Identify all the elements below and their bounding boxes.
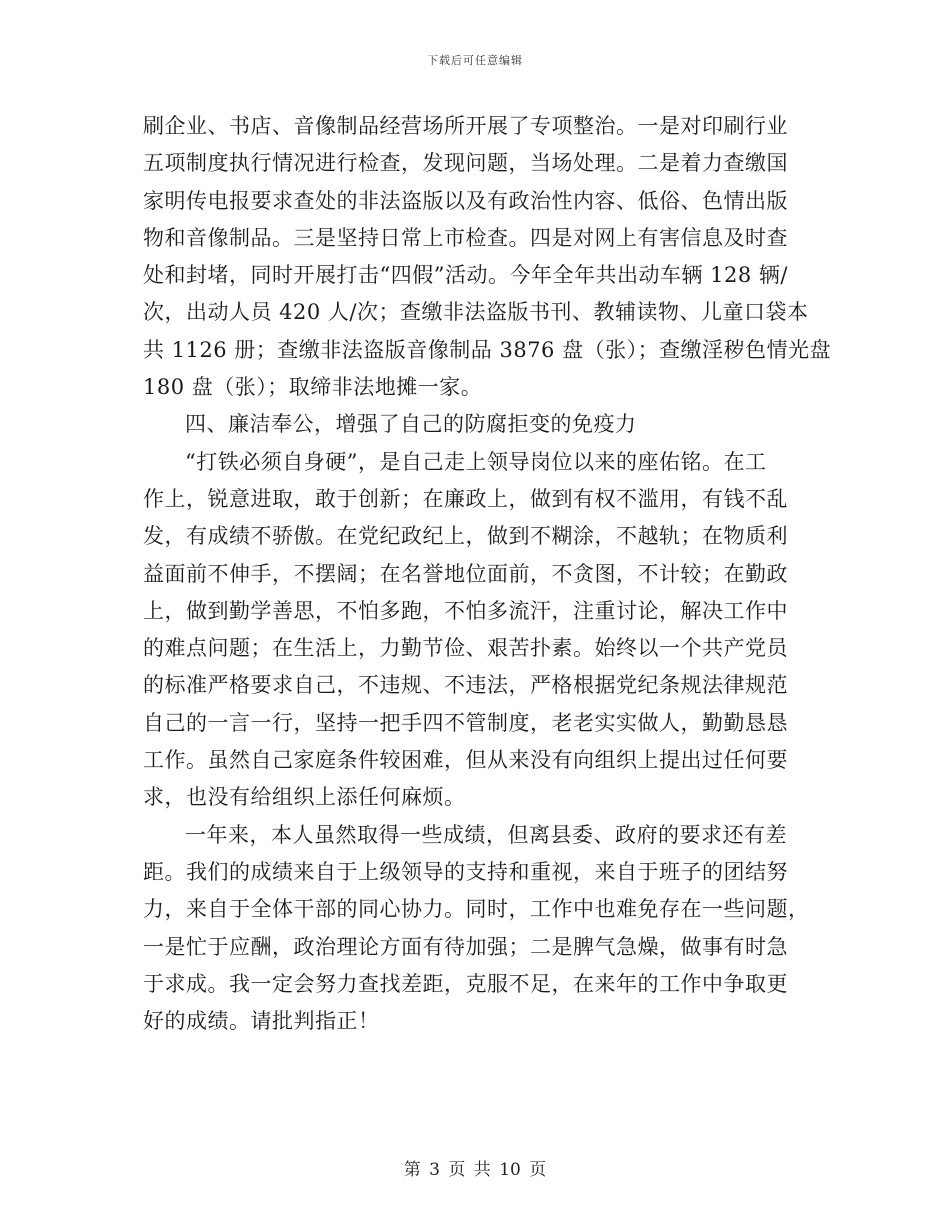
page-header: 下载后可任意编辑 [427, 54, 523, 67]
text-line: 力，来自于全体干部的同心协力。同时，工作中也难免存在一些问题， [143, 897, 810, 922]
text-line: 于求成。我一定会努力查找差距，克服不足，在来年的工作中争取更 [143, 971, 788, 996]
text-line: 物和音像制品。三是坚持日常上市检查。四是对网上有害信息及时查 [143, 225, 788, 250]
page-footer: 第 3 页 共 10 页 [403, 1160, 547, 1180]
text-line: 共 1126 册；查缴非法盗版音像制品 3876 盘（张）；查缴淫秽色情光盘 [143, 337, 832, 362]
text-line: 自己的一言一行，坚持一把手四不管制度，老老实实做人，勤勤恳恳 [143, 710, 788, 735]
text-line: 的标准严格要求自己，不违规、不违法，严格根据党纪条规法律规范 [143, 673, 788, 698]
text-line: 距。我们的成绩来自于上级领导的支持和重视，来自于班子的团结努 [143, 859, 788, 884]
document-body [143, 108, 832, 1040]
text-line: 益面前不伸手，不摆阔；在名誉地位面前，不贪图，不计较；在勤政 [143, 561, 788, 586]
text-line: 工作。虽然自己家庭条件较困难，但从来没有向组织上提出过任何要 [143, 748, 788, 773]
text-line: 作上，锐意进取，敢于创新；在廉政上，做到有权不滥用，有钱不乱 [143, 486, 788, 511]
text-line: 五项制度执行情况进行检查，发现问题，当场处理。二是着力查缴国 [143, 151, 788, 176]
text-line: 刷企业、书店、音像制品经营场所开展了专项整治。一是对印刷行业 [143, 114, 788, 138]
text-line: 家明传电报要求查处的非法盗版以及有政治性内容、低俗、色情出版 [143, 188, 788, 213]
text-line: 一是忙于应酬，政治理论方面有待加强；二是脾气急燥，做事有时急 [143, 934, 788, 959]
text-line: 次，出动人员 420 人/次；查缴非法盗版书刊、教辅读物、儿童口袋本 [143, 300, 809, 325]
text-line: 求，也没有给组织上添任何麻烦。 [143, 785, 466, 810]
text-line: 上，做到勤学善思，不怕多跑，不怕多流汗，注重讨论，解决工作中 [143, 598, 788, 623]
text-line: 发，有成绩不骄傲。在党纪政纪上，做到不糊涂，不越轨；在物质利 [143, 524, 788, 549]
text-line: 的难点问题；在生活上，力勤节俭、艰苦扑素。始终以一个共产党员 [143, 636, 788, 661]
text-line: 好的成绩。请批判指正！ [143, 1009, 380, 1034]
text-line: 180 盘（张）；取缔非法地摊一家。 [143, 375, 483, 400]
paragraph-start-line: 一年来，本人虽然取得一些成绩，但离县委、政府的要求还有差 [185, 822, 787, 847]
section-heading: 四、廉洁奉公，增强了自己的防腐拒变的免疫力 [185, 412, 637, 437]
text-line: 处和封堵，同时开展打击“四假”活动。今年全年共出动车辆 128 辆/ [143, 263, 788, 288]
paragraph-start-line: “打铁必须自身硬”，是自己走上领导岗位以来的座佑铭。在工 [185, 449, 767, 474]
